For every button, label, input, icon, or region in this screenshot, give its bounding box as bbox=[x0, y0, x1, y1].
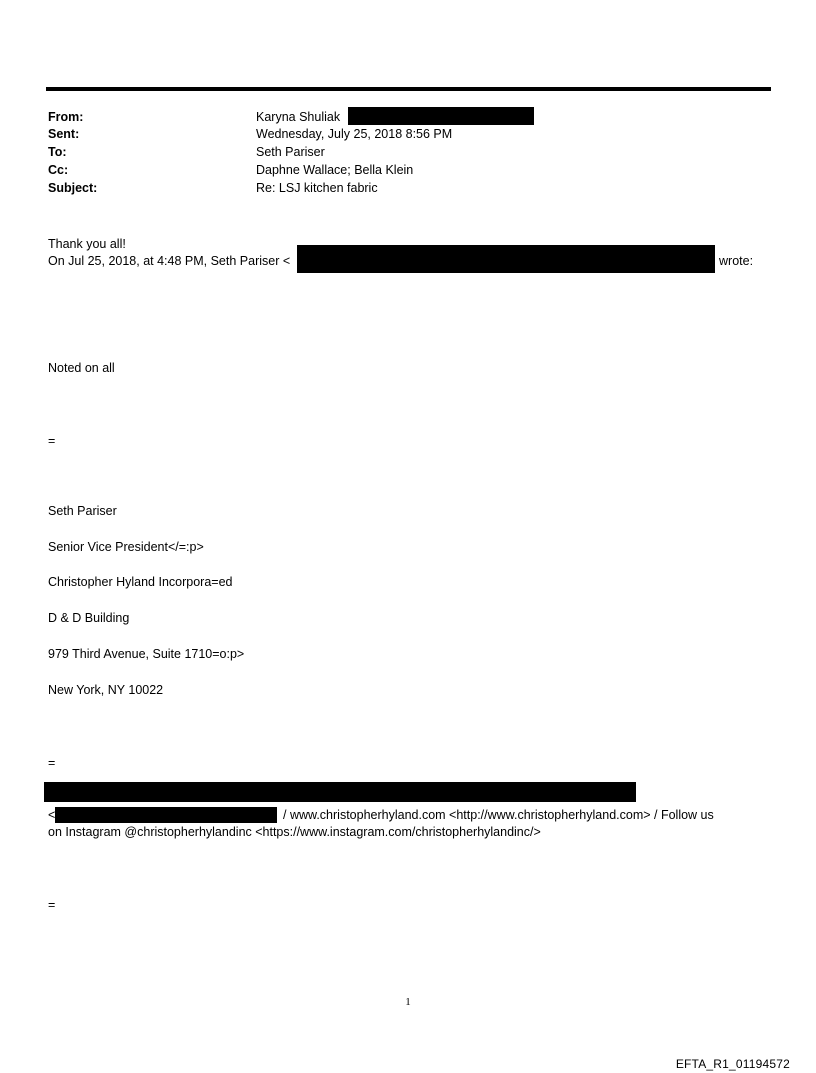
signature-name: Seth Pariser bbox=[48, 504, 117, 518]
signature-building: D & D Building bbox=[48, 611, 130, 625]
contact-line-start: < bbox=[48, 808, 56, 822]
signature-title: Senior Vice President</=:p> bbox=[48, 540, 204, 554]
to-label: To: bbox=[48, 145, 67, 159]
redaction-from-email bbox=[348, 107, 534, 125]
bates-number: EFTA_R1_01194572 bbox=[675, 1057, 790, 1071]
redaction-phone-line bbox=[44, 782, 636, 802]
redaction-sender-email bbox=[297, 245, 715, 273]
contact-line-links: / www.christopherhyland.com <http://www.christopherhyland.com> / Follow us bbox=[283, 808, 714, 822]
cc-value: Daphne Wallace; Bella Klein bbox=[256, 163, 414, 177]
from-value: Karyna Shuliak bbox=[256, 110, 341, 124]
subject-label: Subject: bbox=[48, 181, 98, 195]
to-value: Seth Pariser bbox=[256, 145, 325, 159]
signature-city: New York, NY 10022 bbox=[48, 683, 164, 697]
sent-value: Wednesday, July 25, 2018 8:56 PM bbox=[256, 127, 453, 141]
from-label: From: bbox=[48, 110, 84, 124]
header-rule bbox=[46, 87, 771, 91]
sent-label: Sent: bbox=[48, 127, 80, 141]
thanks-line: Thank you all! bbox=[48, 237, 126, 251]
quote-intro: On Jul 25, 2018, at 4:48 PM, Seth Pariser < bbox=[48, 254, 291, 268]
cc-label: Cc: bbox=[48, 163, 69, 177]
noted-line: Noted on all bbox=[48, 361, 115, 375]
subject-value: Re: LSJ kitchen fabric bbox=[256, 181, 378, 195]
signature-address: 979 Third Avenue, Suite 1710=o:p> bbox=[48, 647, 245, 661]
page-number: 1 bbox=[405, 996, 411, 1008]
redaction-email-link bbox=[55, 807, 277, 823]
quote-wrote: wrote: bbox=[719, 254, 754, 268]
separator-1: = bbox=[48, 434, 56, 448]
separator-2: = bbox=[48, 756, 56, 770]
signature-company: Christopher Hyland Incorpora=ed bbox=[48, 575, 233, 589]
separator-3: = bbox=[48, 898, 56, 912]
contact-line-instagram: on Instagram @christopherhylandinc <https://www.instagram.com/christopherhylandinc/> bbox=[48, 825, 541, 839]
